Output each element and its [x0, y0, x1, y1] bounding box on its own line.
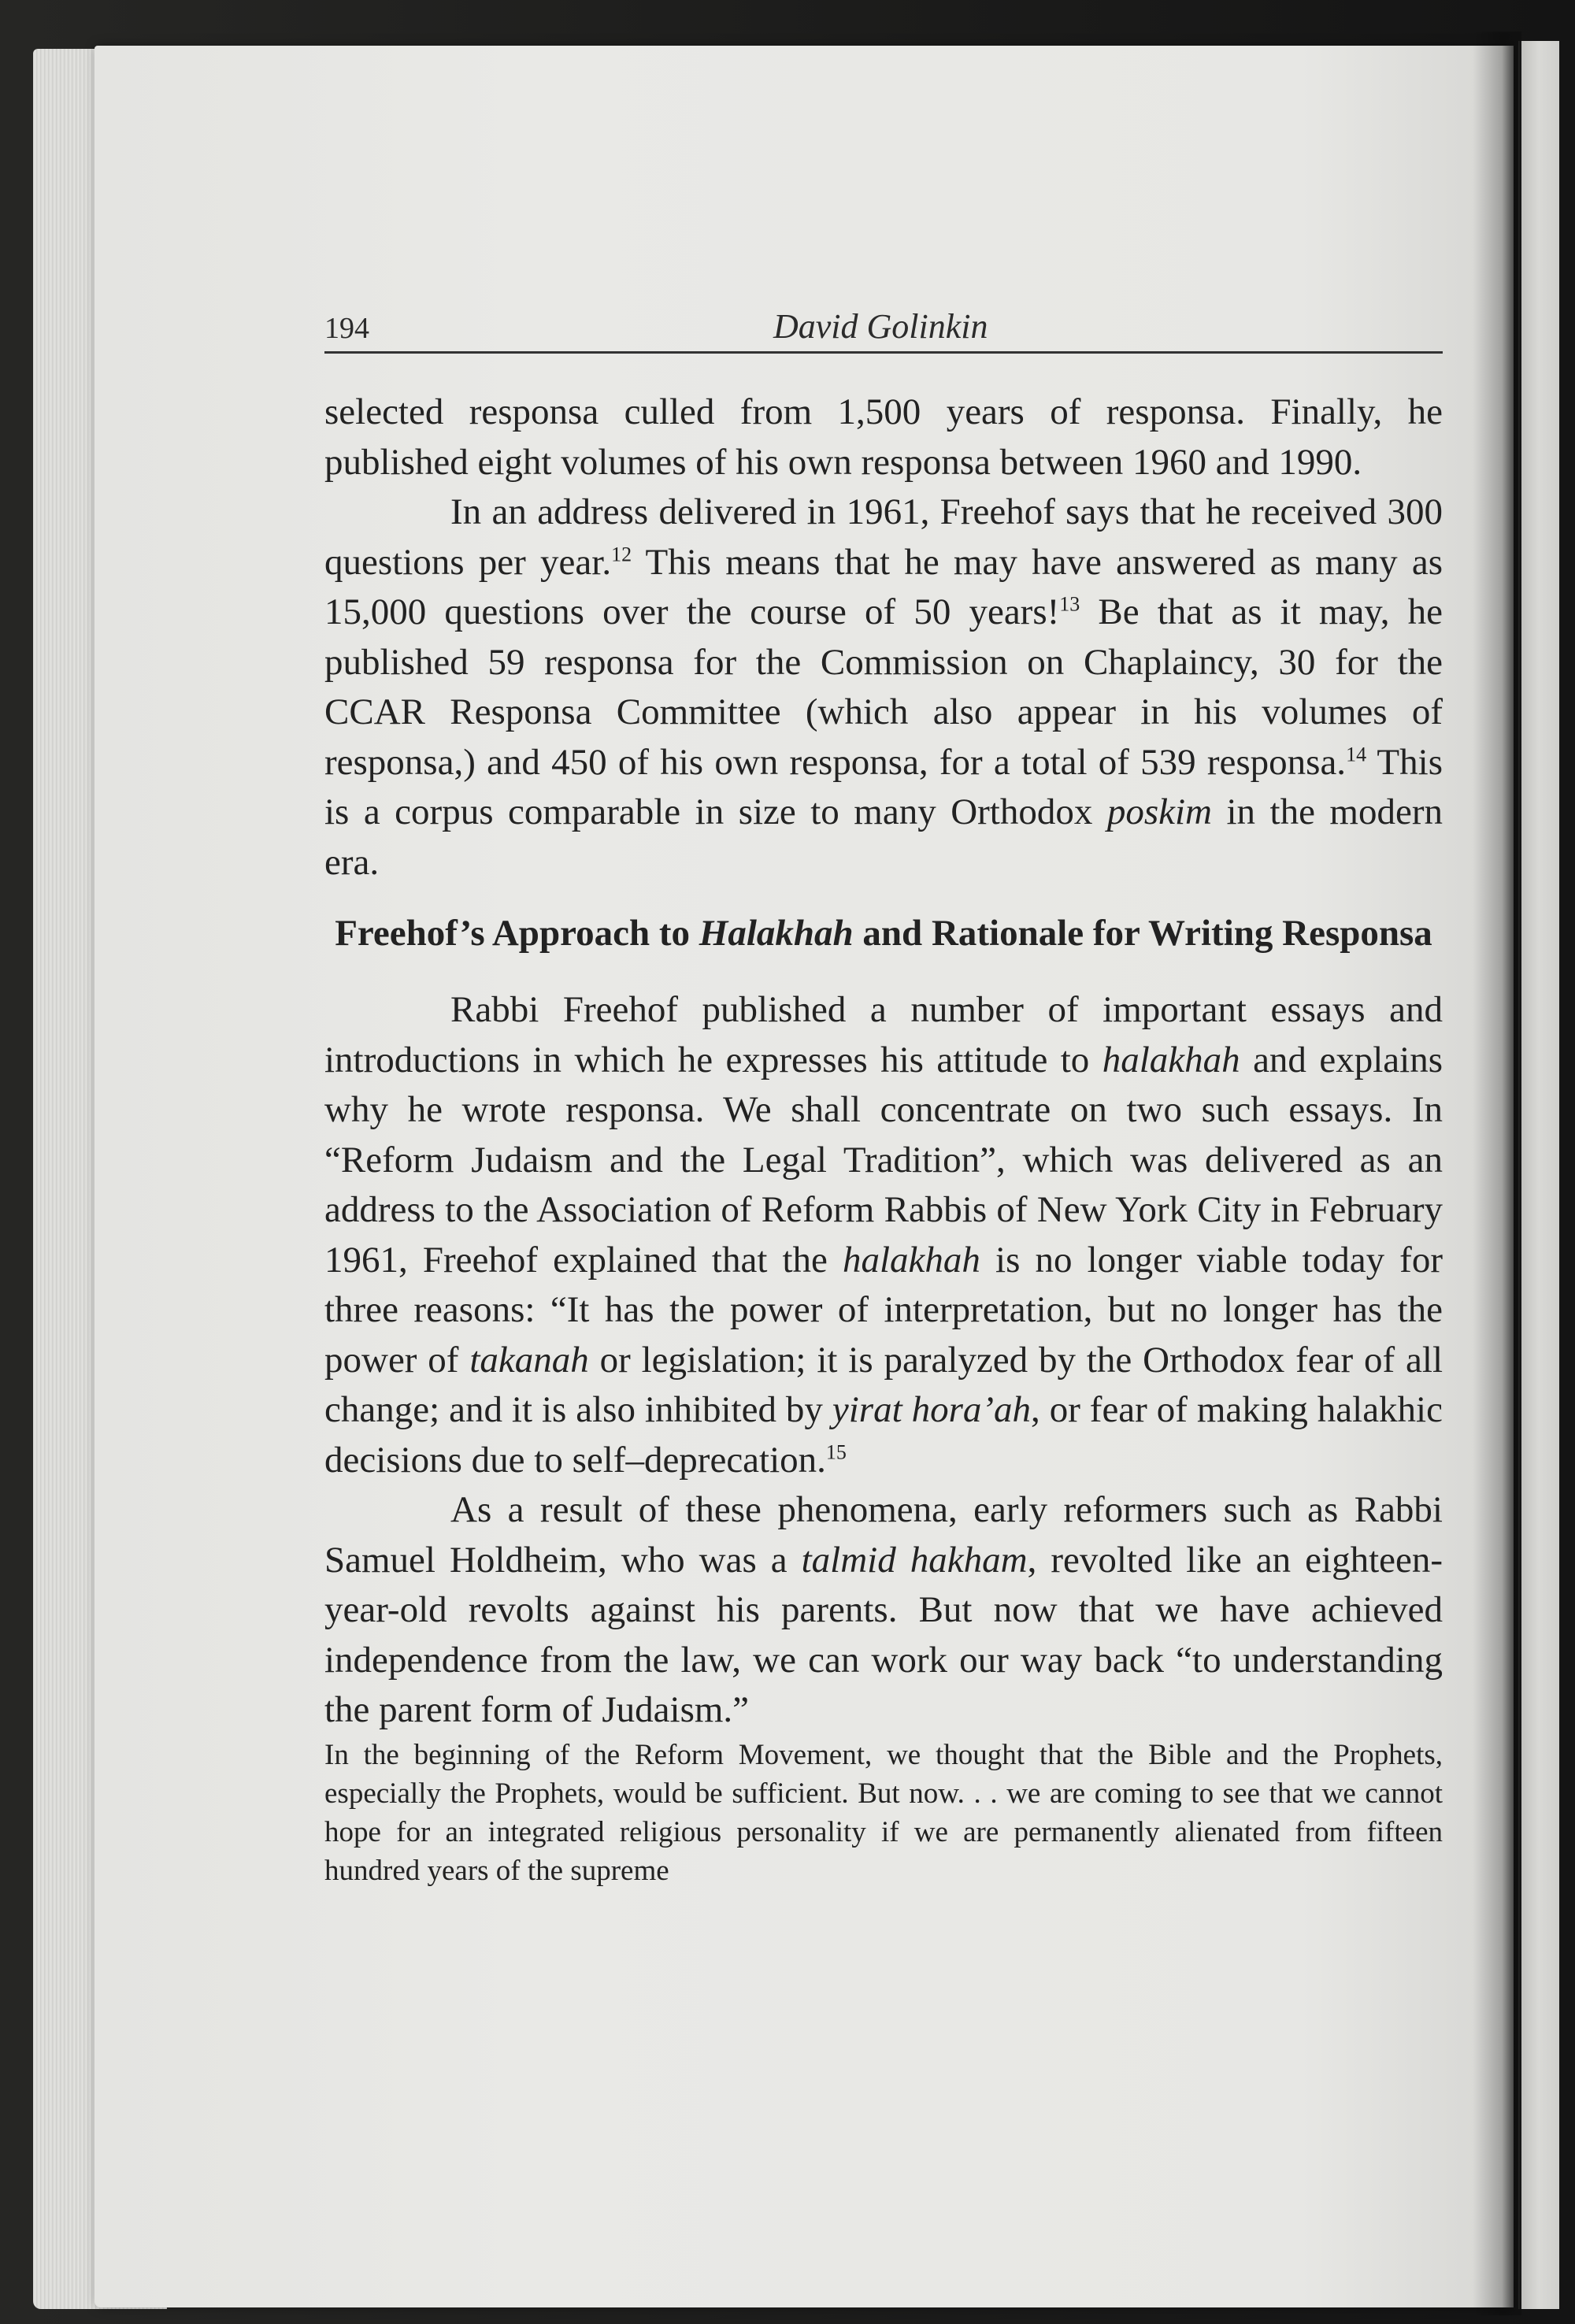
- running-head: [324, 307, 1443, 354]
- paragraph-1: selected responsa culled from 1,500 years of responsa. Finally, he published eight volumes of his own responsa between 1960 and 1990.: [324, 391, 1443, 483]
- main-text: [324, 387, 1443, 1890]
- header-rule: [324, 351, 1443, 354]
- footnote-ref-13: 13: [1059, 592, 1080, 616]
- paragraph-4: As a result of these phenomena, early reformers such as Rabbi Samuel Holdheim, who was a talmid hakham, revolted like an eighteen-year-old revolts against his parents. But now that we have achieved independence from the law, we can work our way back “to understanding the parent form of Judaism.”: [324, 1489, 1443, 1730]
- paragraph-3: Rabbi Freehof published a number of important essays and introductions in which he expresses his attitude to halakhah and explains why he wrote responsa. We shall concentrate on two such essays. In “Reform Judaism and the Legal Tradition”, which was delivered as an address to the Association of Reform Rabbis of New York City in February 1961, Freehof explained that the halakhah is no longer viable today for three reasons: “It has the power of interpretation, but no longer has the power of takanah or legislation; it is paralyzed by the Orthodox fear of all change; and it is also inhibited by yirat hora’ah, or fear of making halakhic decisions due to self–deprecation.$^{15}$: [324, 989, 1443, 1481]
- footnote-ref-15: 15: [825, 1440, 847, 1463]
- book-gutter: [1473, 32, 1521, 2315]
- page-number: 194: [324, 312, 369, 345]
- footnote-ref-12: 12: [611, 542, 632, 565]
- section-heading: Freehof’s Approach to Halakhah and Rationale for Writing Responsa: [335, 913, 1432, 954]
- paragraph-2: In an address delivered in 1961, Freehof says that he received 300 questions per year.$^{12}$ This means that he may have answered as many as 15,000 questions over the course of 50 years!$^{13}$ Be that as it may, he published 59 responsa for the Commission on Chaplaincy, 30 for the CCAR Responsa Committee (which also appear in his volumes of responsa,) and 450 of his own responsa, for a total of 539 responsa.$^{14}$ This is a corpus comparable in size to many Orthodox poskim in the modern era.: [324, 491, 1443, 883]
- footnote-ref-14: 14: [1346, 742, 1367, 765]
- facing-page-edge: [1518, 41, 1559, 2309]
- running-title: David Golinkin: [773, 307, 988, 346]
- block-quote: In the beginning of the Reform Movement, we thought that the Bible and the Prophets, especially the Prophets, would be sufficient. But now. . . we are coming to see that we cannot hope for an integrated religious personality if we are permanently alienated from fifteen hundred years of the supreme: [324, 1738, 1443, 1887]
